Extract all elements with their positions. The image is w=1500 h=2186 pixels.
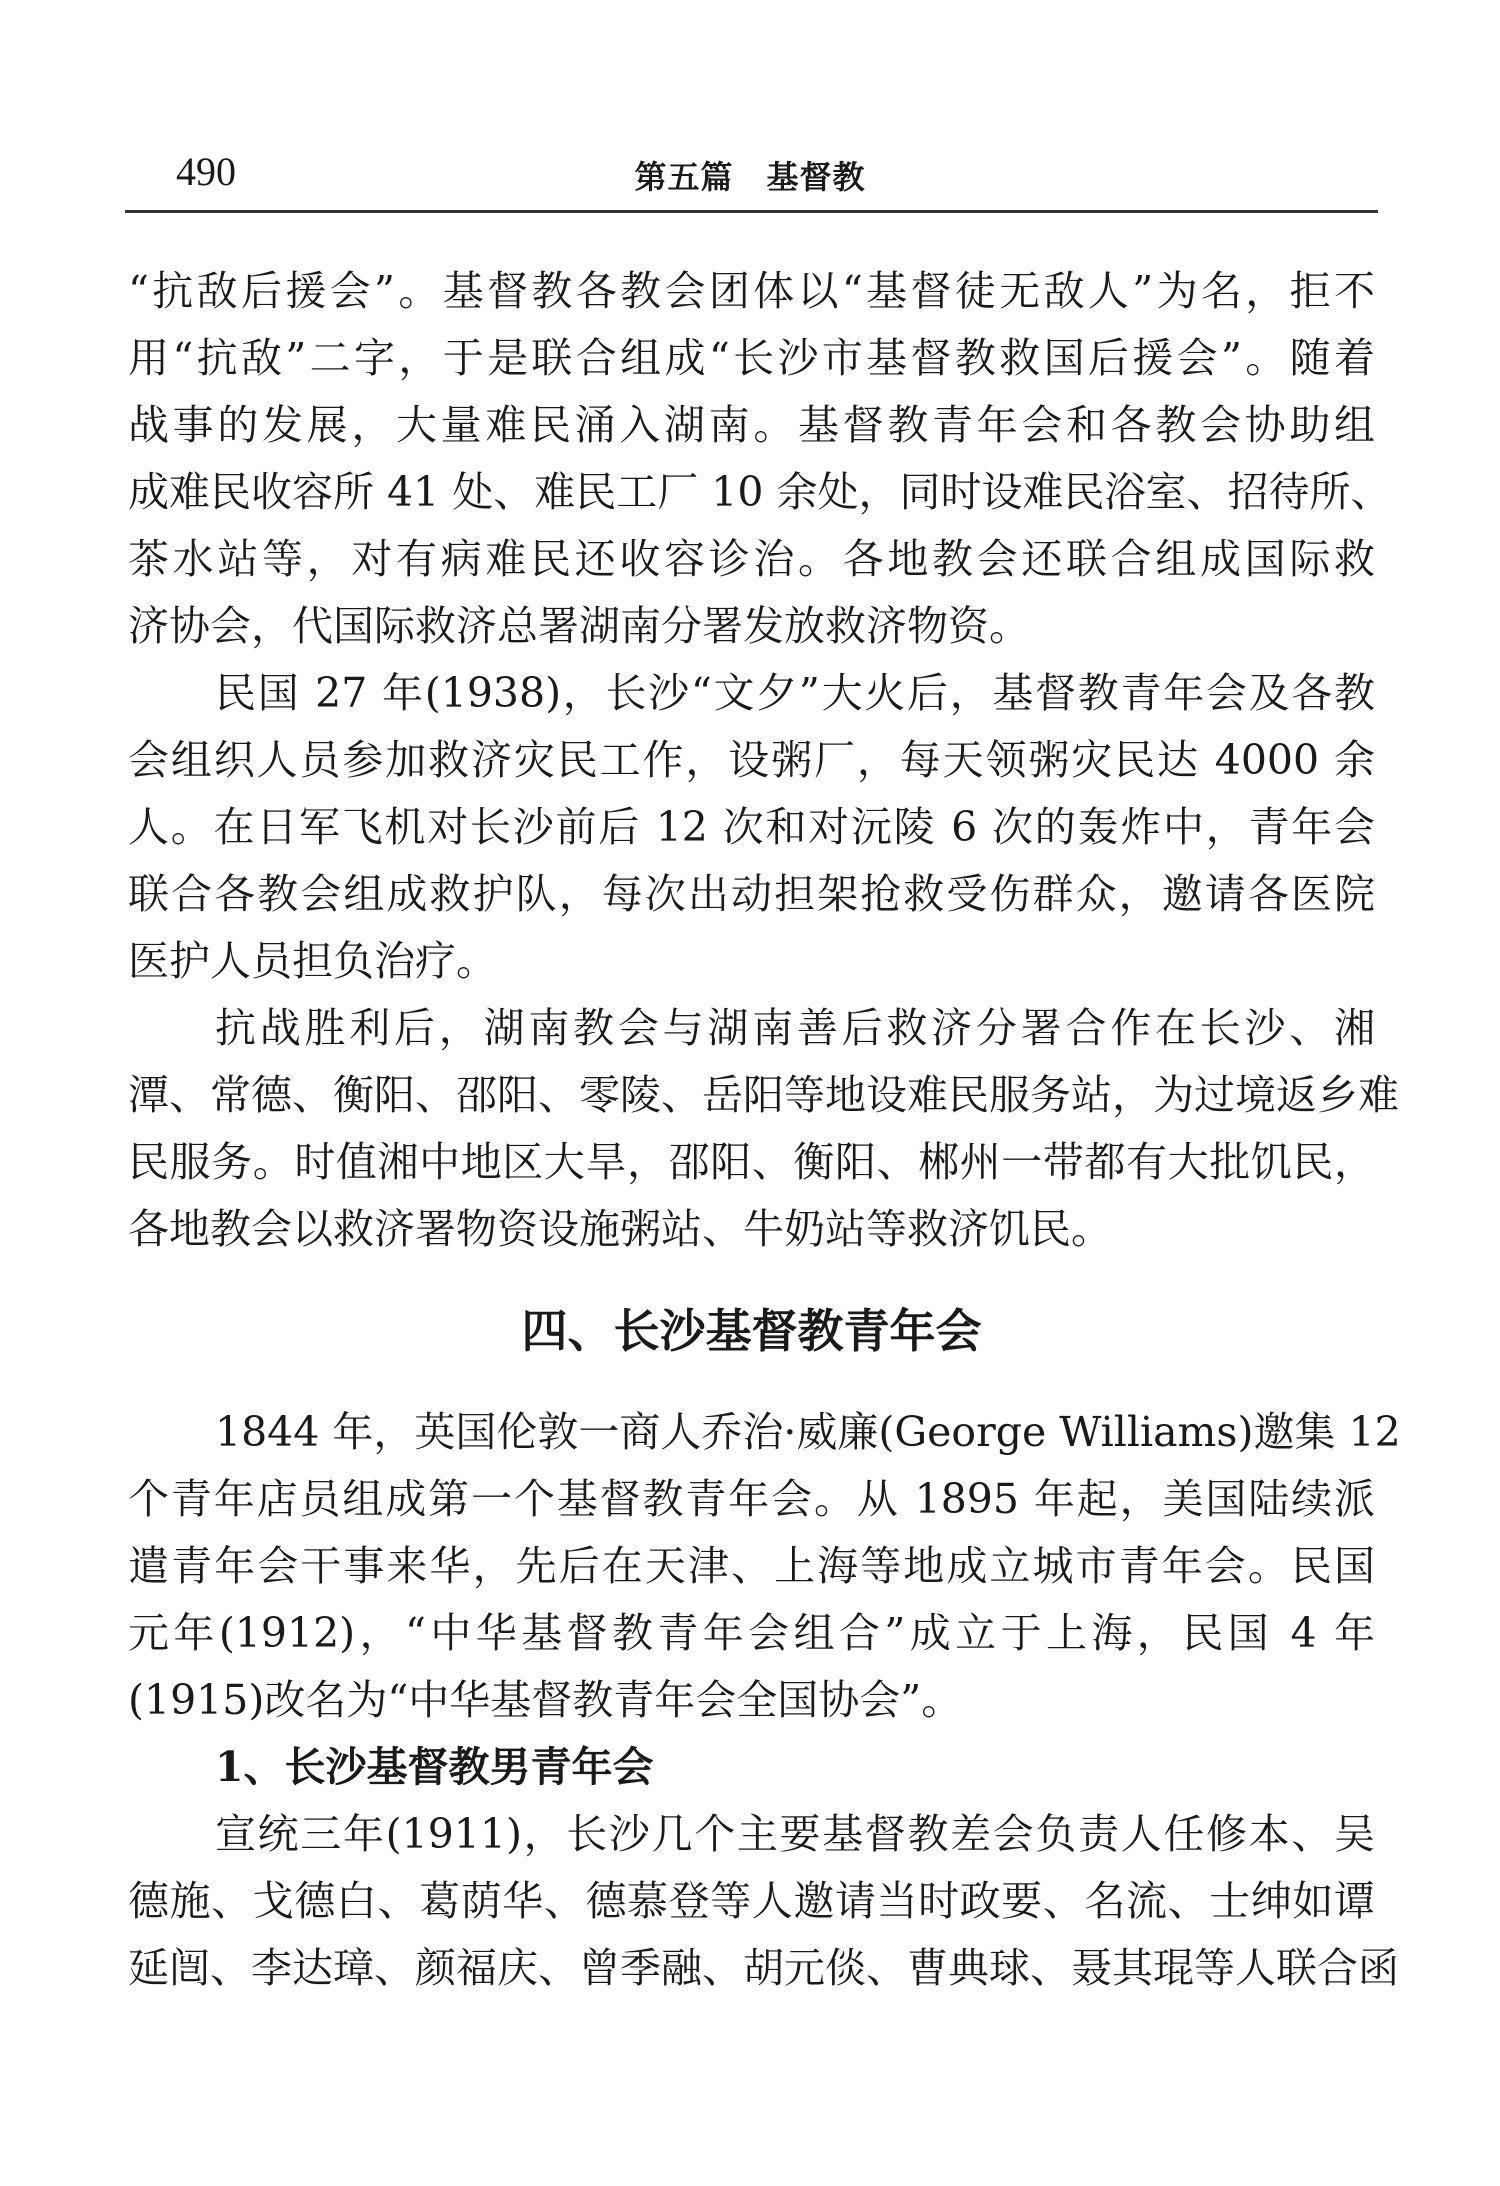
text-line: 1844 年，英国伦敦一商人乔治·威廉(George Williams)邀集 12	[215, 1408, 1401, 1456]
subheading: 1、长沙基督教男青年会	[215, 1743, 654, 1791]
text-line: 医护人员担负治疗。	[128, 937, 497, 985]
text-line: 宣统三年(1911)，长沙几个主要基督教差会负责人任修本、吴	[215, 1810, 1375, 1858]
text-line: 成难民收容所 41 处、难民工厂 10 余处，同时设难民浴室、招待所、	[128, 468, 1392, 516]
running-header: 第五篇 基督教	[634, 158, 866, 196]
text-line: 潭、常德、衡阳、邵阳、零陵、岳阳等地设难民服务站，为过境返乡难	[128, 1071, 1399, 1119]
text-line: 用“抗敌”二字，于是联合组成“长沙市基督教救国后援会”。随着	[128, 334, 1375, 382]
text-line: 遣青年会干事来华，先后在天津、上海等地成立城市青年会。民国	[128, 1542, 1375, 1590]
text-line: 抗战胜利后，湖南教会与湖南善后救济分署合作在长沙、湘	[215, 1004, 1375, 1052]
text-line: (1915)改名为“中华基督教青年会全国协会”。	[128, 1676, 963, 1724]
text-line: 个青年店员组成第一个基督教青年会。从 1895 年起，美国陆续派	[128, 1475, 1375, 1523]
text-line: 元年(1912)，“中华基督教青年会组合”成立于上海，民国 4 年	[128, 1609, 1375, 1657]
text-line: 济协会，代国际救济总署湖南分署发放救济物资。	[128, 602, 1030, 650]
paragraph	[128, 1399, 1401, 1734]
header-rule	[125, 210, 1378, 213]
text-line: 延闿、李达璋、颜福庆、曾季融、胡元倓、曹典球、聂其琨等人联合函	[128, 1944, 1399, 1992]
section-heading: 四、长沙基督教青年会	[521, 1304, 982, 1358]
paragraph	[128, 258, 1392, 660]
text-line: “抗敌后援会”。基督教各教会团体以“基督徒无敌人”为名，拒不	[128, 267, 1375, 315]
text-line: 民服务。时值湘中地区大旱，邵阳、衡阳、郴州一带都有大批饥民，	[128, 1138, 1375, 1186]
text-line: 茶水站等，对有病难民还收容诊治。各地教会还联合组成国际救	[128, 535, 1375, 583]
text-line: 人。在日军飞机对长沙前后 12 次和对沅陵 6 次的轰炸中，青年会	[128, 803, 1375, 851]
text-line: 民国 27 年(1938)，长沙“文夕”大火后，基督教青年会及各教	[215, 669, 1375, 717]
paragraph	[128, 660, 1375, 995]
text-line: 联合各教会组成救护队，每次出动担架抢救受伤群众，邀请各医院	[128, 870, 1375, 918]
page-body	[128, 258, 1401, 2002]
text-line: 会组织人员参加救济灾民工作，设粥厂，每天领粥灾民达 4000 余	[128, 736, 1375, 784]
paragraph	[128, 995, 1399, 1263]
text-line: 德施、戈德白、葛荫华、德慕登等人邀请当时政要、名流、士绅如谭	[128, 1877, 1375, 1925]
page-number: 490	[176, 149, 236, 194]
text-line: 战事的发展，大量难民涌入湖南。基督教青年会和各教会协助组	[128, 401, 1375, 449]
paragraph	[128, 1801, 1399, 2002]
text-line: 各地教会以救济署物资设施粥站、牛奶站等救济饥民。	[128, 1205, 1112, 1253]
